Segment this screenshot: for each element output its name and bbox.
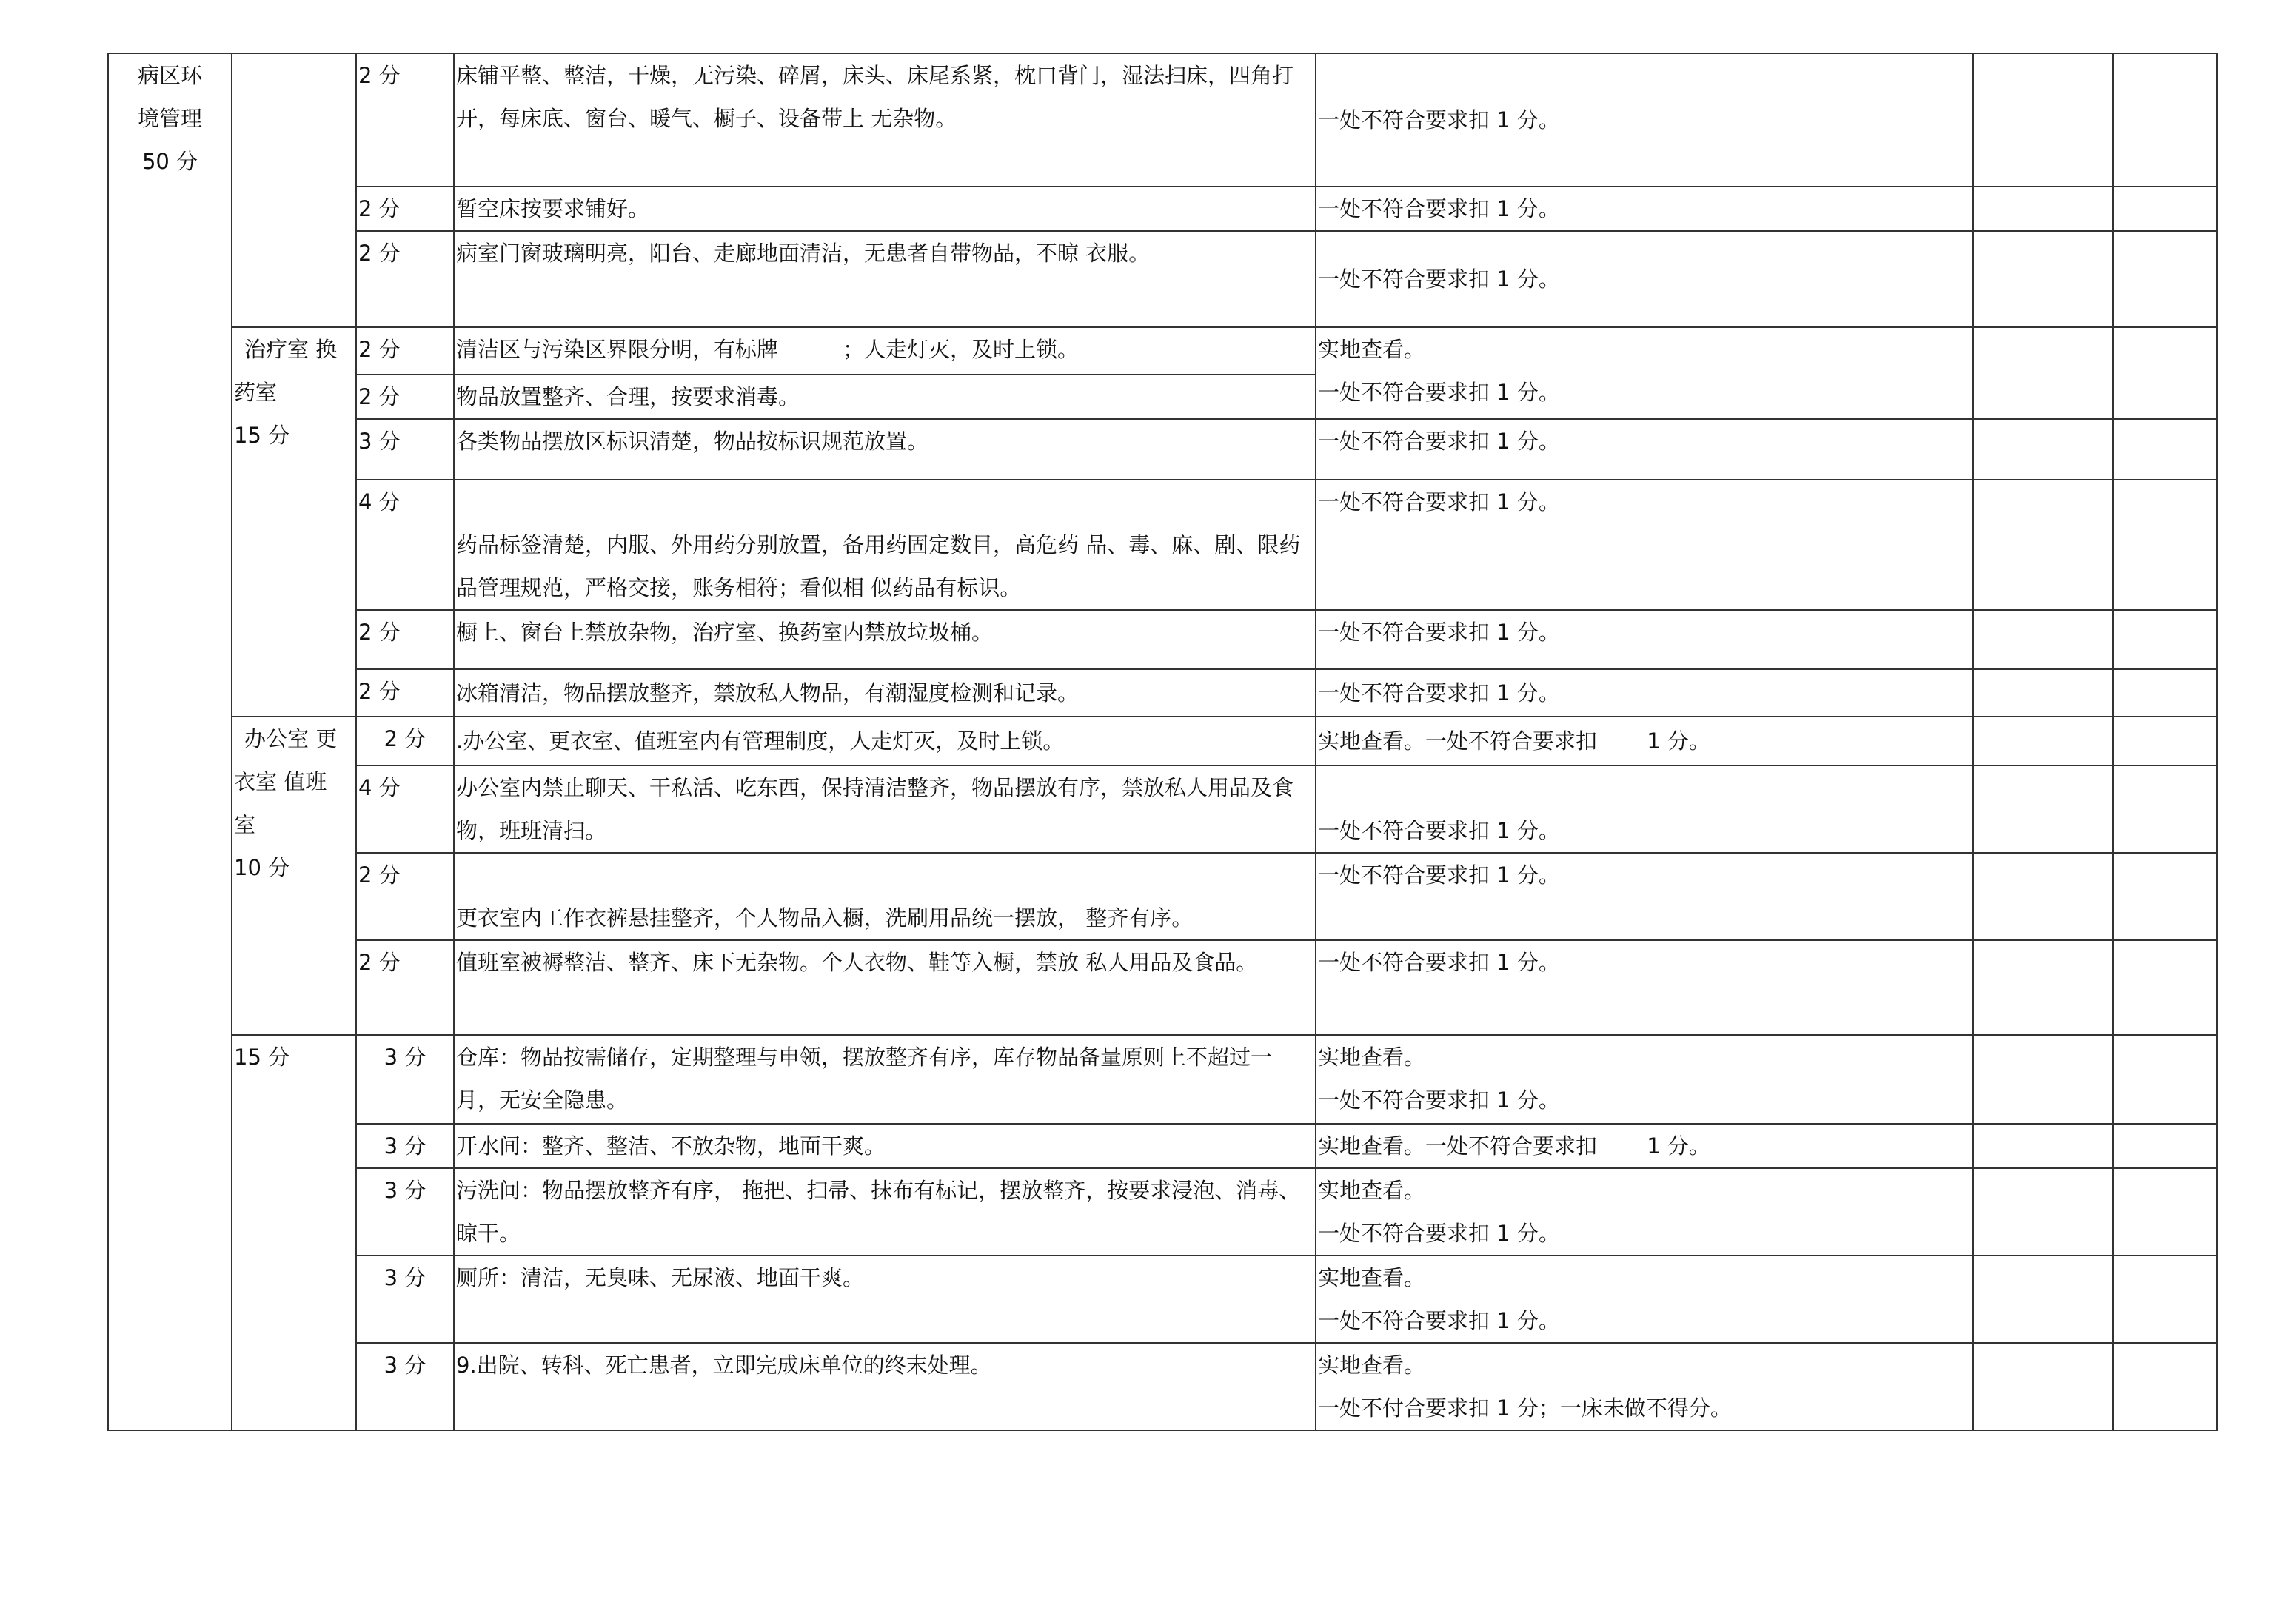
section-label-cell: [232, 53, 356, 327]
section-label-score: 10 分: [234, 855, 290, 880]
score-blank-cell: [1973, 480, 2113, 610]
standard-cell: 病室门窗玻璃明亮，阳台、走廊地面清洁，无患者自带物品，不晾 衣服。: [454, 231, 1316, 327]
score-cell: 3 分: [356, 1124, 454, 1168]
table-row: [108, 610, 2217, 669]
remark-blank-cell: [2113, 327, 2217, 419]
method-cell: 一处不符合要求扣 1 分。: [1316, 610, 1973, 669]
score-cell: 3 分: [356, 1256, 454, 1343]
method-cell: 实地查看。一处不符合要求扣 1 分。: [1316, 1124, 1973, 1168]
score-cell: 2 分: [356, 375, 454, 419]
standard-cell: 开水间：整齐、整洁、不放杂物，地面干爽。: [454, 1124, 1316, 1168]
score-cell: 2 分: [356, 717, 454, 765]
table-row: [108, 1256, 2217, 1343]
remark-blank-cell: [2113, 669, 2217, 717]
score-cell: 3 分: [356, 1035, 454, 1124]
method-cell: 一处不符合要求扣 1 分。: [1316, 669, 1973, 717]
table-row: [108, 187, 2217, 231]
method-cell: 一处不符合要求扣 1 分。: [1316, 187, 1973, 231]
score-blank-cell: [1973, 231, 2113, 327]
score-cell: 3 分: [356, 1168, 454, 1256]
method-cell: 实地查看。 一处不符合要求扣 1 分。: [1316, 1256, 1973, 1343]
score-blank-cell: [1973, 940, 2113, 1035]
score-cell: 3 分: [356, 1343, 454, 1430]
standard-cell: 厕所：清洁，无臭味、无尿液、地面干爽。: [454, 1256, 1316, 1343]
score-cell: 2 分: [356, 231, 454, 327]
table-row: [108, 669, 2217, 717]
standard-cell: 办公室内禁止聊天、干私活、吃东西，保持清洁整齐，物品摆放有序，禁放私人用品及食物，班班清扫。: [454, 765, 1316, 853]
table-row: [108, 1124, 2217, 1168]
score-cell: 2 分: [356, 610, 454, 669]
remark-blank-cell: [2113, 1343, 2217, 1430]
score-blank-cell: [1973, 1168, 2113, 1256]
score-cell: 2 分: [356, 940, 454, 1035]
category-label-line: 病区环: [137, 63, 202, 88]
standard-cell: 物品放置整齐、合理，按要求消毒。: [454, 375, 1316, 419]
standard-cell: 9.出院、转科、死亡患者，立即完成床单位的终末处理。: [454, 1343, 1316, 1430]
section-label-cell: [232, 717, 356, 1035]
table-row: [108, 717, 2217, 765]
table-row: [108, 940, 2217, 1035]
score-blank-cell: [1973, 669, 2113, 717]
score-blank-cell: [1973, 187, 2113, 231]
standard-cell: 橱上、窗台上禁放杂物，治疗室、换药室内禁放垃圾桶。: [454, 610, 1316, 669]
remark-blank-cell: [2113, 187, 2217, 231]
score-cell: 3 分: [356, 419, 454, 480]
table-row: [108, 53, 2217, 187]
remark-blank-cell: [2113, 231, 2217, 327]
score-cell: 2 分: [356, 669, 454, 717]
method-cell: 实地查看。 一处不符合要求扣 1 分。: [1316, 327, 1973, 419]
remark-blank-cell: [2113, 1168, 2217, 1256]
score-blank-cell: [1973, 717, 2113, 765]
remark-blank-cell: [2113, 940, 2217, 1035]
remark-blank-cell: [2113, 53, 2217, 187]
remark-blank-cell: [2113, 1035, 2217, 1124]
standard-cell: 污洗间：物品摆放整齐有序， 拖把、扫帚、抹布有标记，摆放整齐，按要求浸泡、消毒、晾干。: [454, 1168, 1316, 1256]
standard-cell: 仓库：物品按需储存，定期整理与申领，摆放整齐有序，库存物品备量原则上不超过一月，无安全隐患。: [454, 1035, 1316, 1124]
category-cell: [108, 53, 232, 1430]
method-cell: 实地查看。 一处不符合要求扣 1 分。: [1316, 1035, 1973, 1124]
score-blank-cell: [1973, 53, 2113, 187]
table-row: [108, 480, 2217, 610]
score-cell: 2 分: [356, 53, 454, 187]
section-label-cell: [232, 327, 356, 717]
remark-blank-cell: [2113, 717, 2217, 765]
section-label-score: 15 分: [234, 423, 290, 448]
remark-blank-cell: [2113, 1256, 2217, 1343]
score-blank-cell: [1973, 1124, 2113, 1168]
score-blank-cell: [1973, 1035, 2113, 1124]
standard-cell: 清洁区与污染区界限分明，有标牌 ；人走灯灭，及时上锁。: [454, 327, 1316, 375]
score-blank-cell: [1973, 419, 2113, 480]
score-cell: 2 分: [356, 187, 454, 231]
table-row: [108, 231, 2217, 327]
remark-blank-cell: [2113, 419, 2217, 480]
standard-cell: 床铺平整、整洁，干燥，无污染、碎屑，床头、床尾系紧，枕口背门，湿法扫床，四角打开，每床底、窗台、暖气、橱子、设备带上 无杂物。: [454, 53, 1316, 187]
standard-cell: 冰箱清洁，物品摆放整齐，禁放私人物品，有潮湿度检测和记录。: [454, 669, 1316, 717]
category-score: 50 分: [141, 149, 198, 174]
score-cell: 4 分: [356, 480, 454, 610]
remark-blank-cell: [2113, 480, 2217, 610]
table-row: [108, 419, 2217, 480]
method-cell: 一处不符合要求扣 1 分。: [1316, 765, 1973, 853]
standard-cell: 更衣室内工作衣裤悬挂整齐，个人物品入橱，洗刷用品统一摆放， 整齐有序。: [454, 853, 1316, 940]
method-cell: 实地查看。 一处不符合要求扣 1 分。: [1316, 1168, 1973, 1256]
table-row: [108, 1168, 2217, 1256]
score-blank-cell: [1973, 1256, 2113, 1343]
method-cell: 一处不符合要求扣 1 分。: [1316, 419, 1973, 480]
section-label-line: 药室: [234, 380, 278, 405]
standard-cell: .办公室、更衣室、值班室内有管理制度，人走灯灭，及时上锁。: [454, 717, 1316, 765]
score-cell: 4 分: [356, 765, 454, 853]
remark-blank-cell: [2113, 765, 2217, 853]
score-blank-cell: [1973, 610, 2113, 669]
method-cell: 一处不符合要求扣 1 分。: [1316, 940, 1973, 1035]
table-row: [108, 327, 2217, 375]
section-label-line: 室: [234, 812, 256, 837]
score-blank-cell: [1973, 765, 2113, 853]
table-row: [108, 765, 2217, 853]
section-label-line: 衣室 值班: [234, 769, 327, 794]
table-row: [108, 1035, 2217, 1124]
standard-cell: 暂空床按要求铺好。: [454, 187, 1316, 231]
score-cell: 2 分: [356, 853, 454, 940]
method-cell: 实地查看。 一处不付合要求扣 1 分；一床未做不得分。: [1316, 1343, 1973, 1430]
method-cell: 一处不符合要求扣 1 分。: [1316, 53, 1973, 187]
remark-blank-cell: [2113, 610, 2217, 669]
method-cell: 一处不符合要求扣 1 分。: [1316, 853, 1973, 940]
section-label-cell: [232, 1035, 356, 1430]
category-label-line: 境管理: [137, 106, 202, 131]
table-row: [108, 1343, 2217, 1430]
standard-cell: 各类物品摆放区标识清楚，物品按标识规范放置。: [454, 419, 1316, 480]
remark-blank-cell: [2113, 1124, 2217, 1168]
score-blank-cell: [1973, 327, 2113, 419]
standard-cell: 值班室被褥整洁、整齐、床下无杂物。个人衣物、鞋等入橱，禁放 私人用品及食品。: [454, 940, 1316, 1035]
section-label-score: 15 分: [234, 1045, 290, 1070]
table-row: [108, 853, 2217, 940]
score-blank-cell: [1973, 1343, 2113, 1430]
standard-cell: 药品标签清楚，内服、外用药分别放置，备用药固定数目，高危药 品、毒、麻、剧、限药品管理规范，严格交接，账务相符；看似相 似药品有标识。: [454, 480, 1316, 610]
method-cell: 一处不符合要求扣 1 分。: [1316, 480, 1973, 610]
method-cell: 实地查看。一处不符合要求扣 1 分。: [1316, 717, 1973, 765]
score-cell: 2 分: [356, 327, 454, 375]
remark-blank-cell: [2113, 853, 2217, 940]
section-label-line: 办公室 更: [244, 726, 338, 751]
evaluation-table: [107, 53, 2218, 1431]
score-blank-cell: [1973, 853, 2113, 940]
method-cell: 一处不符合要求扣 1 分。: [1316, 231, 1973, 327]
section-label-line: 治疗室 换: [244, 337, 338, 362]
